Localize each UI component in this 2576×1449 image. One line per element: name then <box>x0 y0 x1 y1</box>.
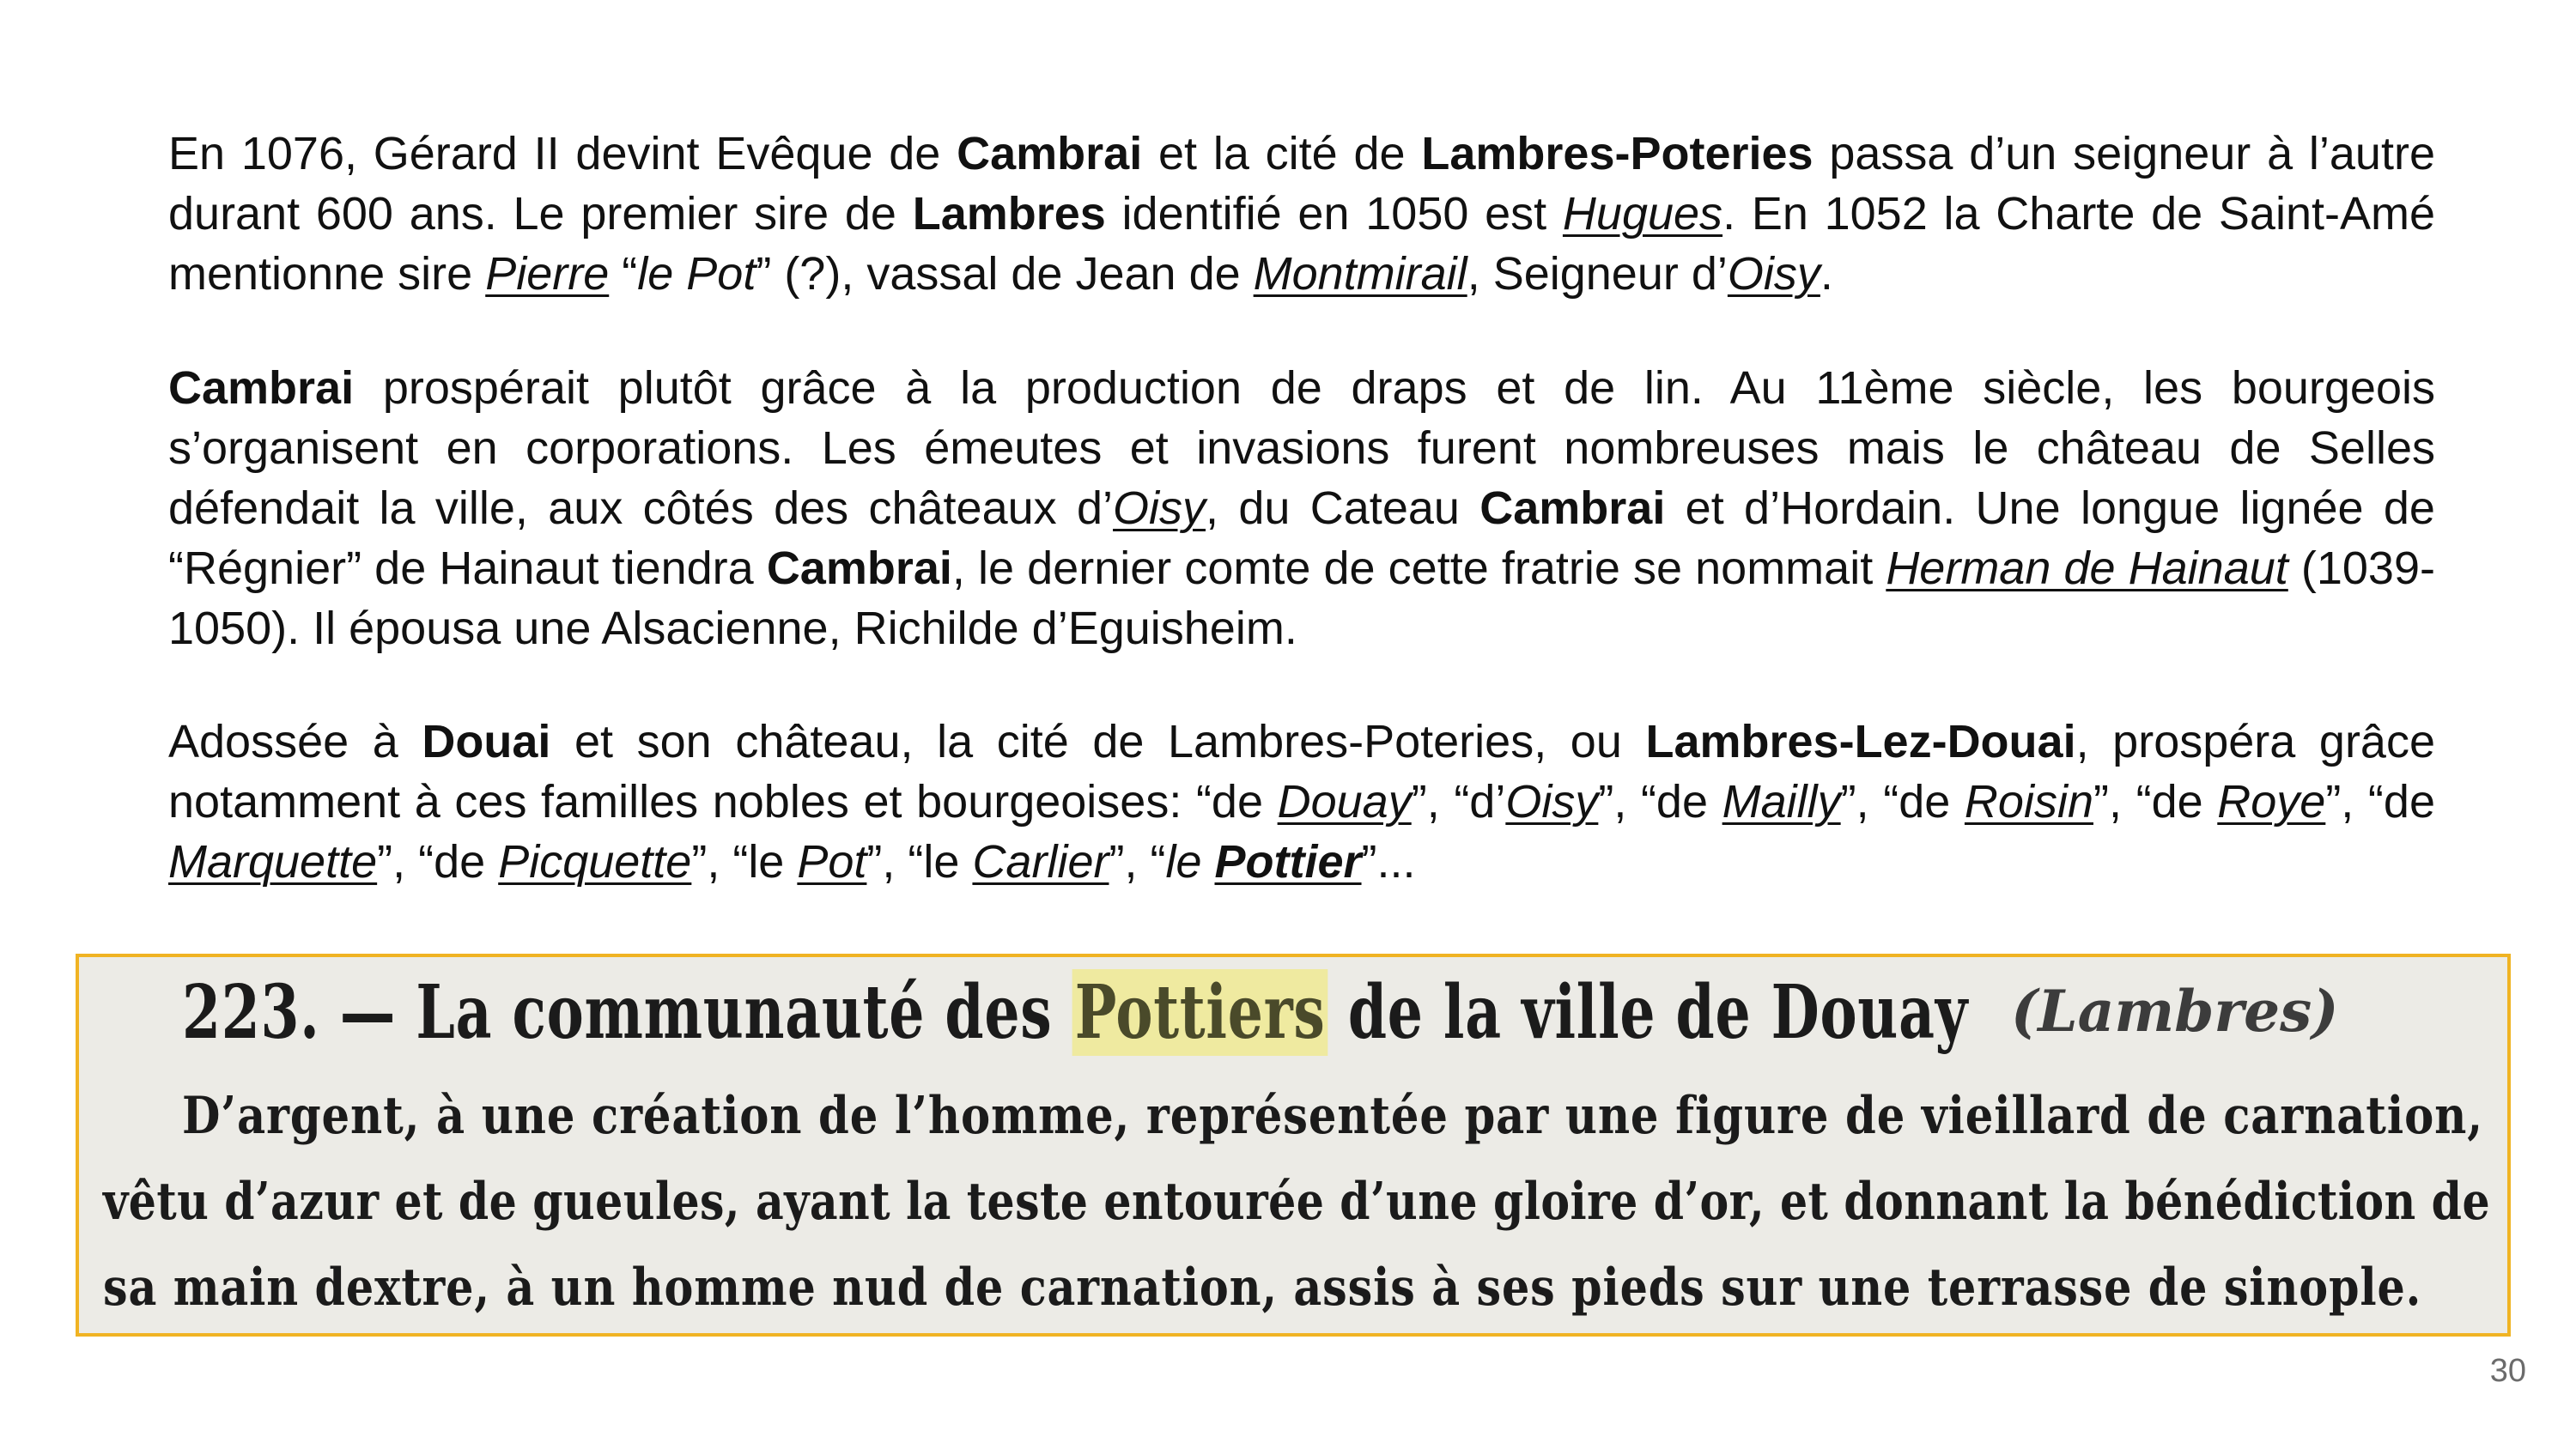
text-run: (1039-1050). Il épousa une Alsacienne, Richilde d’Eguisheim. <box>168 543 2435 654</box>
text-run: et d’Hordain. Une longue lignée de “Régnier” de Hainaut tiendra <box>168 482 2435 594</box>
text-run: et son château, la cité de Lambres-Poteries, ou <box>550 716 1646 767</box>
scan-title-text: de la ville de Douay <box>1327 969 1969 1056</box>
text-run: ”, “de <box>1598 776 1722 828</box>
text-run: ”, “le <box>691 836 798 888</box>
bold-term: Cambrai <box>957 128 1143 179</box>
scan-title <box>182 969 1968 1056</box>
text-run: ”, “de <box>2093 776 2218 828</box>
bold-term: Lambres-Poteries <box>1421 128 1814 179</box>
underlined-name: Douay <box>1277 776 1412 828</box>
underlined-name: Hugues <box>1562 188 1723 239</box>
text-run: ”, “de <box>2325 776 2435 828</box>
paragraph-1 <box>168 124 2435 304</box>
text-run: ”, “ <box>1109 836 1166 888</box>
text-run: identifié en 1050 est <box>1105 188 1563 239</box>
underlined-name: Roye <box>2217 776 2326 828</box>
italic-term: le Pot <box>637 248 756 300</box>
bold-term: Cambrai <box>168 362 355 414</box>
scan-title-text: 223. — La communauté des <box>182 969 1072 1056</box>
underlined-name: Picquette <box>498 836 692 888</box>
scanned-excerpt <box>76 954 2511 1337</box>
text-run: ”... <box>1361 836 1416 888</box>
scan-annotation: (Lambres) <box>2011 978 2339 1045</box>
text-run: . <box>1820 248 1833 300</box>
italic-term: le <box>1165 836 1215 888</box>
text-run: “ <box>609 248 638 300</box>
text-run: . En 1052 la Charte de Saint-Amé mentionne sire <box>168 188 2436 300</box>
bold-term: Cambrai <box>766 543 952 594</box>
text-run: ”, “le <box>866 836 973 888</box>
underlined-name: Oisy <box>1727 248 1820 300</box>
paragraph-2 <box>168 358 2435 658</box>
text-run: passa d’un seigneur à l’autre durant 600 ans. Le premier sire de <box>168 128 2435 239</box>
scan-line-3: sa main dextre, à un homme nud de carnation, assis à ses pieds sur une terrasse de sinople. <box>103 1258 2422 1318</box>
bold-term: Douai <box>422 716 551 767</box>
text-run: ”, “de <box>1840 776 1965 828</box>
underlined-name: Pierre <box>485 248 610 300</box>
text-run: En 1076, Gérard II devint Evêque de <box>168 128 957 179</box>
bold-term: Cambrai <box>1479 482 1666 534</box>
underlined-name: Carlier <box>972 836 1109 888</box>
text-run: , du Cateau <box>1206 482 1480 534</box>
underlined-name: Oisy <box>1505 776 1599 828</box>
text-run: ” (?), vassal de Jean de <box>756 248 1254 300</box>
text-run: Adossée à <box>168 716 422 767</box>
underlined-name: Pot <box>797 836 867 888</box>
highlighted-word: Pottiers <box>1072 969 1328 1056</box>
underlined-name: Marquette <box>168 836 378 888</box>
text-run: ”, “de <box>377 836 499 888</box>
text-run: ”, “d’ <box>1411 776 1506 828</box>
page-number: 30 <box>2489 1353 2526 1389</box>
text-run: prospérait plutôt grâce à la production de draps et de lin. Au 11ème siècle, les bourgeois s’organisent en corporations. Les émeutes et invasions furent nombreuses mais le château de Selles défendait la ville, aux côtés des châteaux d’ <box>168 362 2435 534</box>
bold-underlined-name: Pottier <box>1214 836 1362 888</box>
text-run: , le dernier comte de cette fratrie se nommait <box>951 543 1886 594</box>
underlined-name: Oisy <box>1113 482 1206 534</box>
bold-term: Lambres-Lez-Douai <box>1645 716 2076 767</box>
text-run: , prospéra grâce notamment à ces familles nobles et bourgeoises: “de <box>168 716 2435 828</box>
paragraph-3 <box>168 712 2435 892</box>
scan-line-1: D’argent, à une création de l’homme, représentée par une figure de vieillard de carnation, <box>182 1086 2483 1146</box>
text-run: , Seigneur d’ <box>1467 248 1728 300</box>
underlined-name: Montmirail <box>1253 248 1467 300</box>
text-run: et la cité de <box>1142 128 1422 179</box>
underlined-name: Mailly <box>1722 776 1841 828</box>
underlined-name: Herman de Hainaut <box>1886 543 2288 594</box>
bold-term: Lambres <box>912 188 1106 239</box>
underlined-name: Roisin <box>1964 776 2093 828</box>
scan-line-2: vêtu d’azur et de gueules, ayant la teste entourée d’une gloire d’or, et donnant la bénédiction de <box>103 1172 2491 1232</box>
